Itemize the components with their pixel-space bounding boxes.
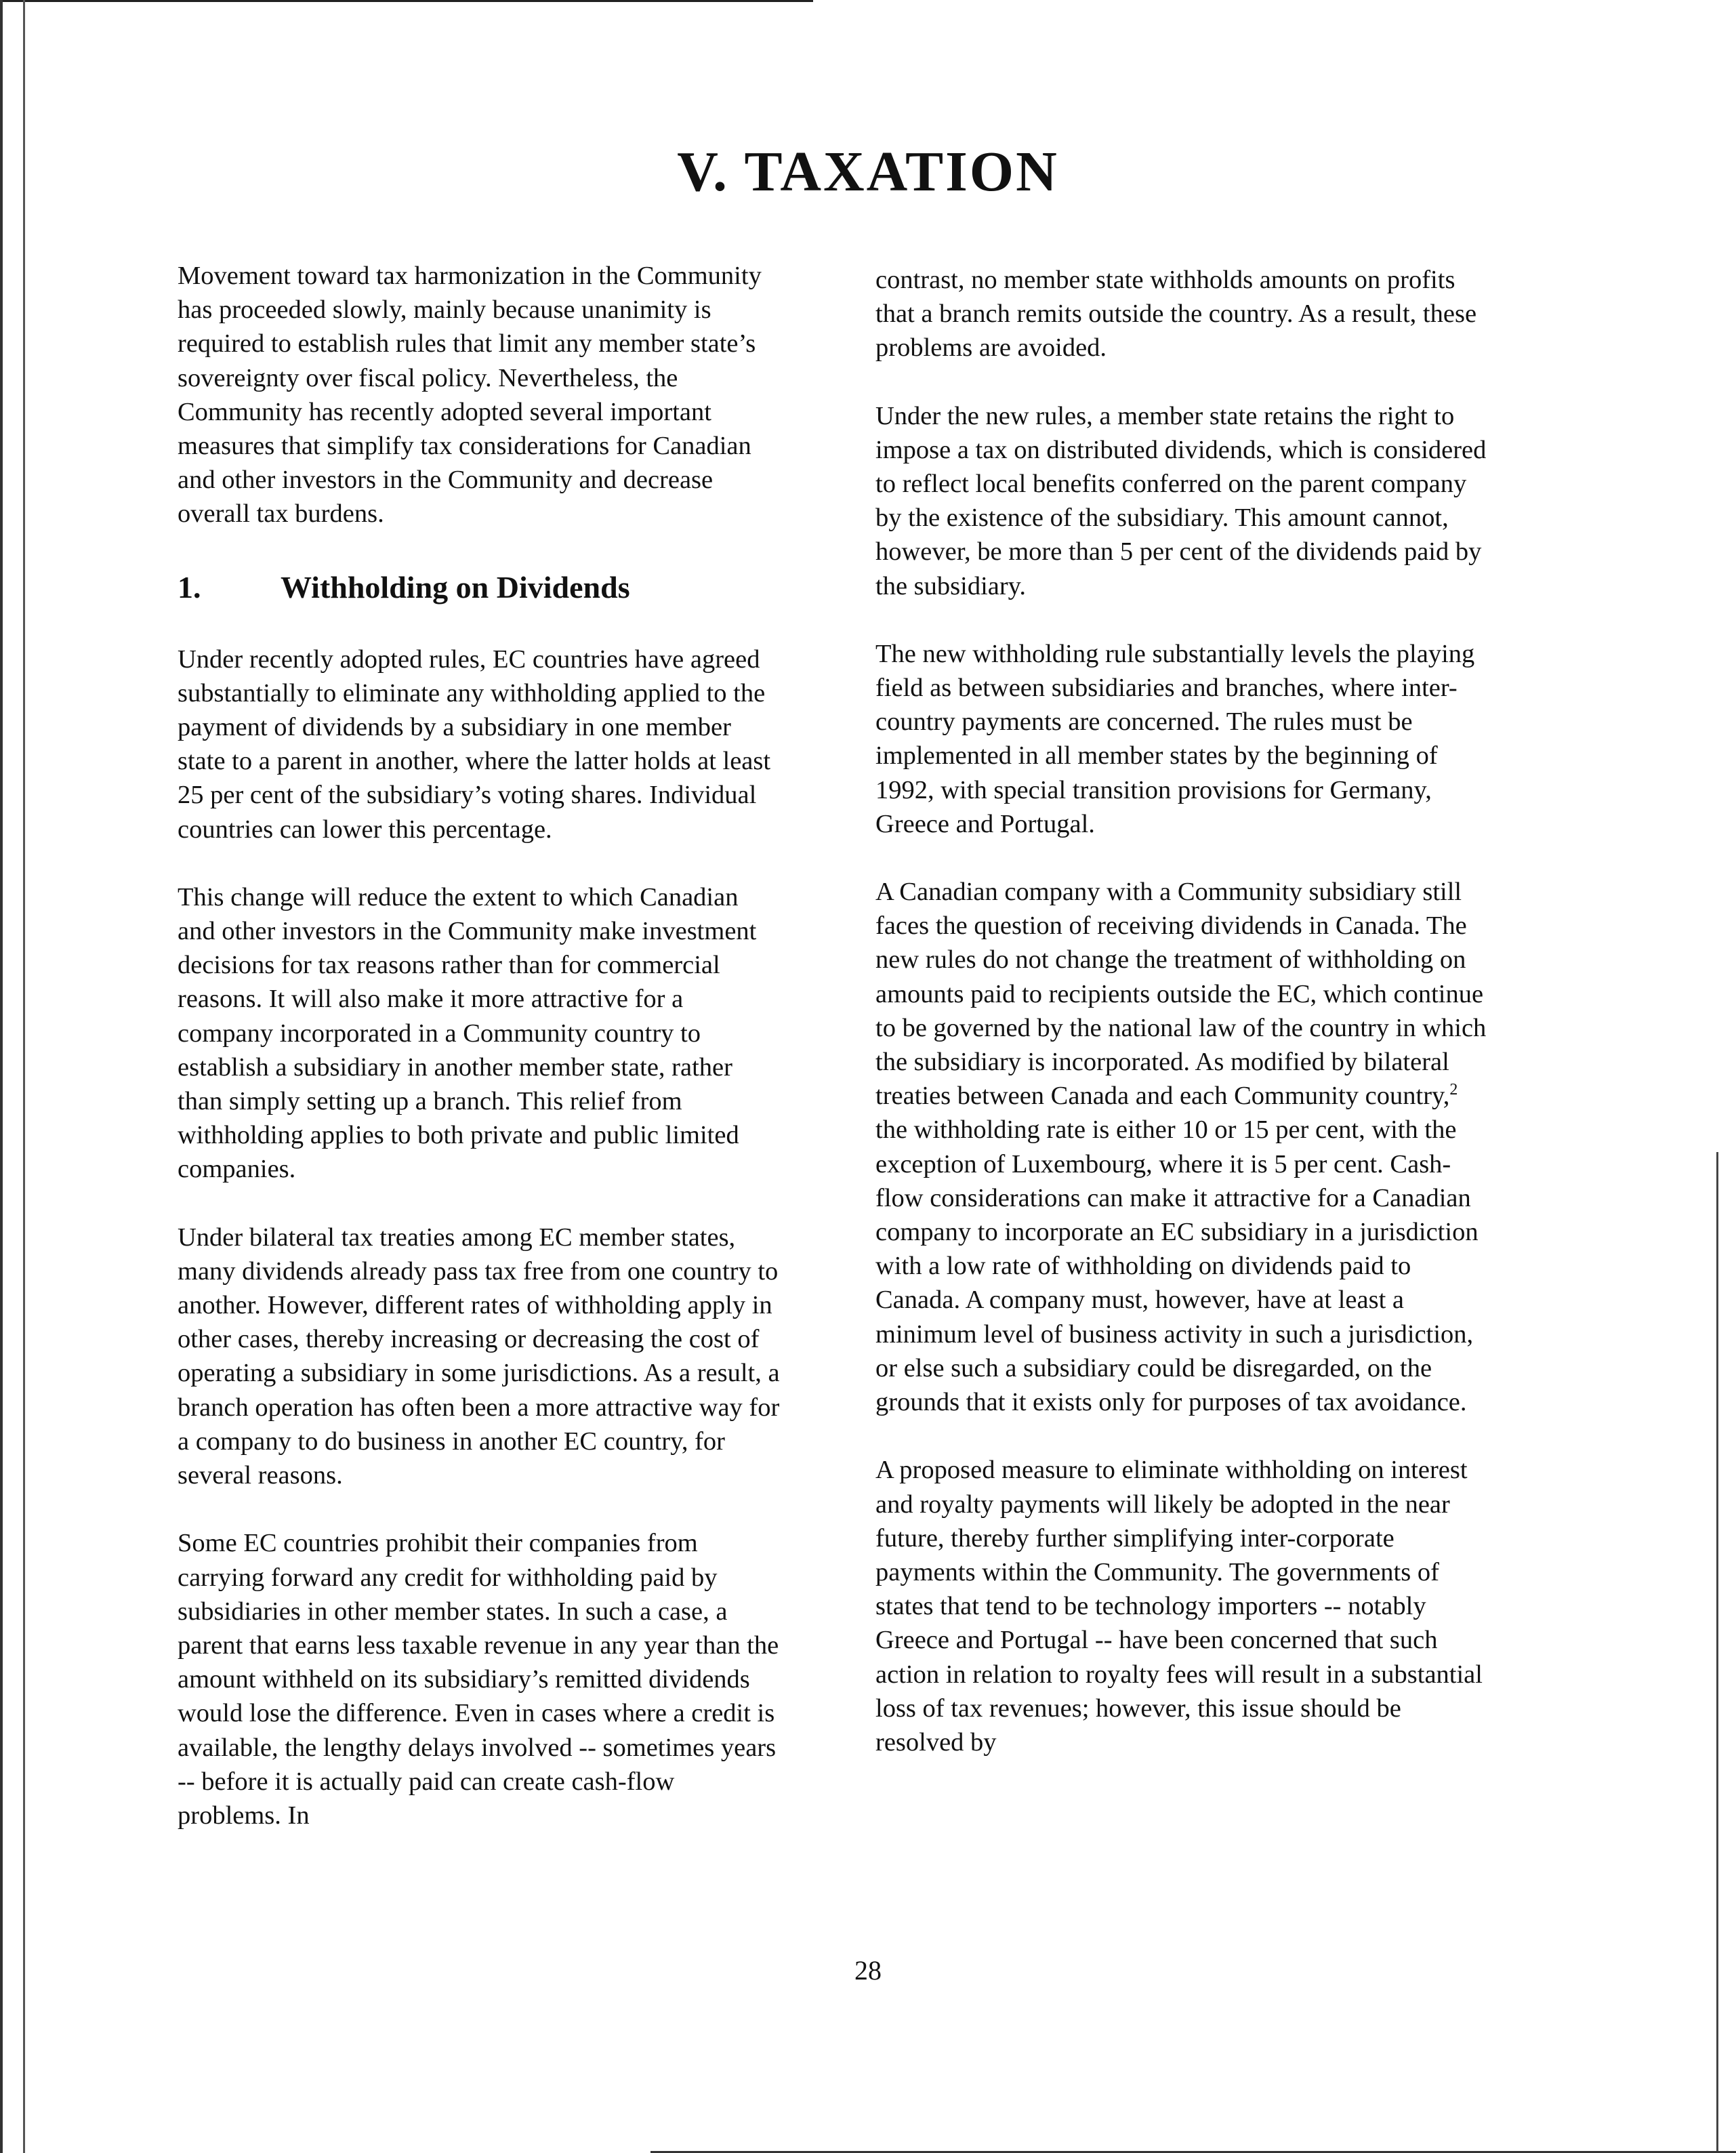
section-heading-text: Withholding on Dividends xyxy=(281,569,630,604)
paragraph: A proposed measure to eliminate withholding on interest and royalty payments will likely be adopted in the near future, thereby further simplifying inter-corporate payments within the Community. The governments of states that tend to be technology importers -- notably Greece and Portugal -- have been concerned that such action in relation to royalty fees will result in a substantial loss of tax revenues; however, this issue should be resolved by xyxy=(875,1456,1483,1757)
paragraph: contrast, no member state withholds amounts on profits that a branch remits outside the country. As a result, these problems are avoided. xyxy=(875,266,1477,363)
right-column xyxy=(875,263,1492,1793)
page-number: 28 xyxy=(854,1955,882,1986)
paragraph-text: A Canadian company with a Community subsidiary still faces the question of receiving dividends in Canada. The new rules do not change the treatment of withholding on amounts paid to recipients outside the EC, which continue to be governed by the national law of the country in which the subsidiary is incorporated. As modified by bilateral treaties between Canada and each Community country, xyxy=(875,878,1487,1111)
footnote-marker[interactable]: 2 xyxy=(1449,1081,1458,1099)
paragraph: The new withholding rule substantially levels the playing field as between subsidiaries and branches, where inter-country payments are concerned. The rules must be implemented in all member states by the beginning of 1992, with special transition provisions for Germany, Greece and Portugal. xyxy=(875,639,1475,838)
paragraph: Under the new rules, a member state retains the right to impose a tax on distributed dividends, which is considered to reflect local benefits conferred on the parent company by the existence of the subsidiary. This amount cannot, however, be more than 5 per cent of the dividends paid by the subsidiary. xyxy=(875,401,1487,600)
scan-edge-left xyxy=(0,0,3,2153)
scan-edge-left-inner xyxy=(23,0,25,2153)
paragraph: Some EC countries prohibit their companies from carrying forward any credit for withholding paid by subsidiaries in other member states. In such a case, a parent that earns less taxable revenue in any year than the amount withheld on its subsidiary’s remitted dividends would lose the difference. Even in cases where a credit is available, the lengthy delays involved -- sometimes years -- before it is actually paid can create cash-flow problems. In xyxy=(178,1529,779,1830)
scan-edge-right xyxy=(1716,1152,1718,2153)
paragraph: This change will reduce the extent to which Canadian and other investors in the Community make investment decisions for tax reasons rather than for commercial reasons. It will also make it more attractive for a company incorporated in a Community country to establish a subsidiary in another member state, rather than simply setting up a branch. This relief from withholding applies to both private and public limited companies. xyxy=(178,882,757,1184)
section-heading xyxy=(178,571,781,604)
section-number: 1. xyxy=(178,569,201,604)
paragraph-with-footnote xyxy=(875,875,1492,1419)
scan-edge-top xyxy=(0,0,813,2)
paragraph-text: the withholding rate is either 10 or 15 per cent, with the exception of Luxembourg, where it is 5 per cent. Cash-flow considerations can make it attractive for a Canadian company to incorporate an EC subsidiary in a jurisdiction with a low rate of withholding on dividends paid to Canada. A company must, however, have at least a minimum level of business activity in such a jurisdiction, or else such a subsidiary could be disregarded, on the grounds that it exists only for purposes of tax avoidance. xyxy=(875,1115,1479,1417)
page-title: V. TAXATION xyxy=(677,140,1059,203)
left-column xyxy=(178,259,781,1866)
intro-paragraph: Movement toward tax harmonization in the Community has proceeded slowly, mainly because unanimity is required to establish rules that limit any member state’s sovereignty over fiscal policy. Nevertheless, the Community has recently adopted several important measures that simplify tax considerations for Canadian and other investors in the Community and decrease overall tax burdens. xyxy=(178,262,762,529)
paragraph: Under bilateral tax treaties among EC member states, many dividends already pass tax free from one country to another. However, different rates of withholding apply in other cases, thereby increasing or decreasing the cost of operating a subsidiary in some jurisdictions. As a result, a branch operation has often been a more attractive way for a company to do business in another EC country, for several reasons. xyxy=(178,1223,780,1490)
paragraph: Under recently adopted rules, EC countries have agreed substantially to eliminate any withholding applied to the payment of dividends by a subsidiary in one member state to a parent in another, where the latter holds at least 25 per cent of the subsidiary’s voting shares. Individual countries can lower this percentage. xyxy=(178,644,771,844)
